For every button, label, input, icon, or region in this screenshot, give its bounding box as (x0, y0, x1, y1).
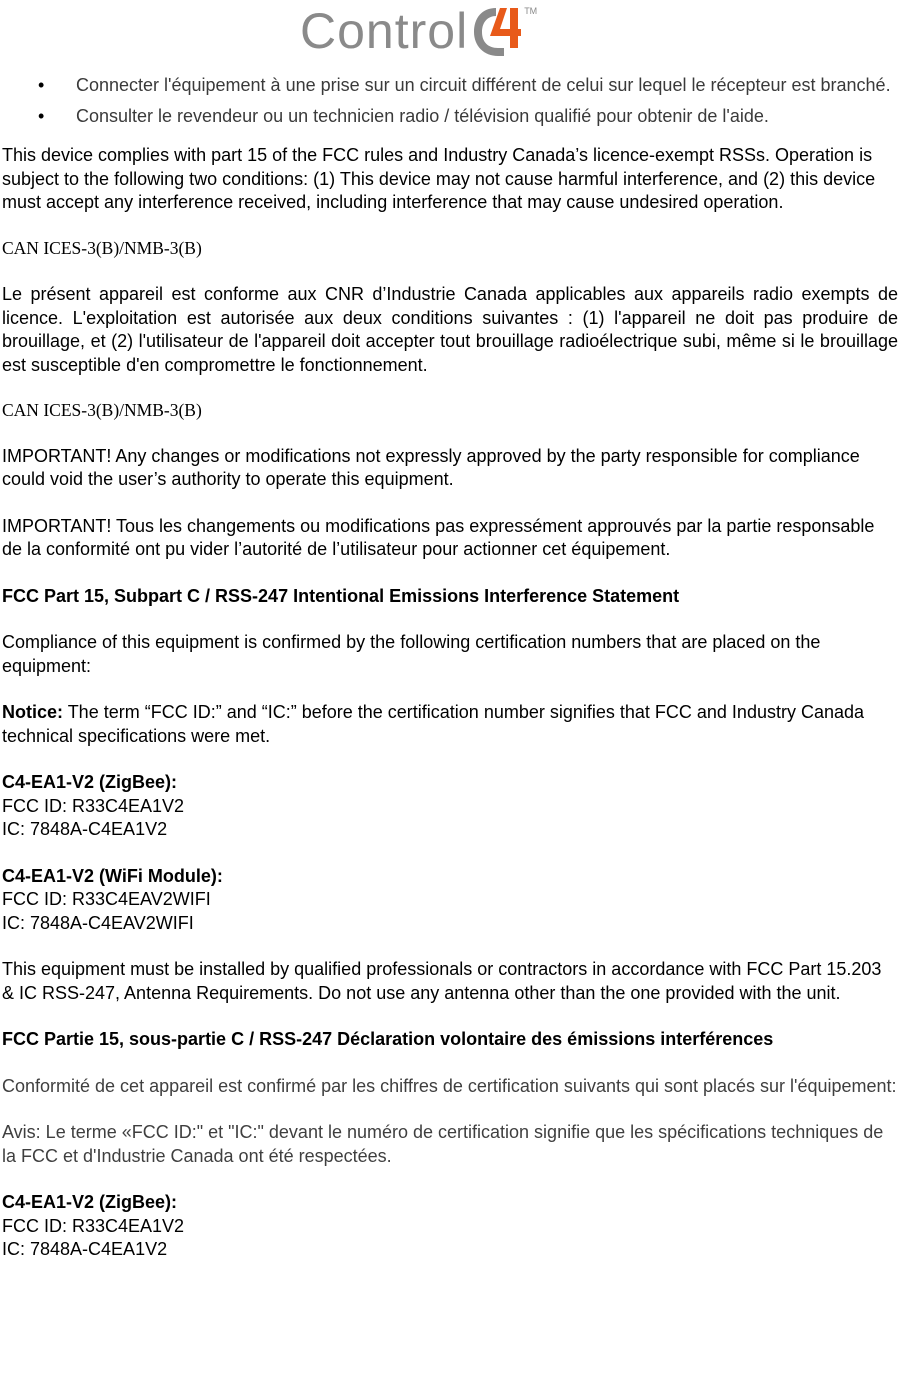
installation-paragraph: This equipment must be installed by qualified professionals or contractors in accordance with FCC Part 15.203 & IC RSS-247, Antenna Requirements. Do not use any antenna other than the one provided with the unit. (2, 959, 882, 1003)
ic-number: IC: 7848A-C4EAV2WIFI (2, 912, 194, 933)
fcc-id: FCC ID: R33C4EA1V2 (2, 1215, 185, 1236)
notice-paragraph (2, 701, 898, 748)
fcc-id: FCC ID: R33C4EAV2WIFI (2, 889, 211, 909)
device-block (2, 1191, 898, 1262)
device-title: C4-EA1-V2 (ZigBee): (2, 1192, 178, 1212)
notice-label: Notice: (2, 702, 64, 722)
bullet-dot-icon: • (38, 75, 45, 95)
conformite-french-paragraph: Conformité de cet appareil est confirmé par les chiffres de certification suivants qui sont placés sur l'équipement: (2, 1075, 897, 1096)
can-ices-label: CAN ICES-3(B)/NMB-3(B) (2, 400, 202, 420)
document-body (2, 74, 898, 1262)
control4-logo (300, 2, 537, 66)
important-french-paragraph: IMPORTANT! Tous les changements ou modifications pas expressément approuvés par la partie responsable de la conformité ont pu vider l’autorité de l’utilisateur pour actionner cet équipement. (2, 515, 875, 559)
fcc-id: FCC ID: R33C4EA1V2 (2, 795, 185, 816)
device-block (2, 771, 898, 842)
fcc-compliance-paragraph: This device complies with part 15 of the FCC rules and Industry Canada’s licence-exempt RSSs. Operation is subject to the following two conditions: (1) This device may not cause harmful interference, and (2) this device must accept any interference received, including interference that may cause undesired operation. (2, 145, 876, 212)
device-block (2, 865, 898, 936)
device-title: C4-EA1-V2 (WiFi Module): (2, 865, 223, 886)
important-english-paragraph: IMPORTANT! Any changes or modifications not expressly approved by the party responsible for compliance could void the user’s authority to operate this equipment. (2, 445, 860, 489)
ic-number: IC: 7848A-C4EA1V2 (2, 819, 168, 839)
cnr-french-paragraph: Le présent appareil est conforme aux CNR d’Industrie Canada applicables aux appareils radio exempts de licence. L'exploitation est autorisée aux deux conditions suivantes : (1) l'appareil ne doit pas produire de brouillage, et (2) l'utilisateur de l'appareil doit accepter tout brouillage radioélectrique subi, même si le brouillage est susceptible d'en compromettre le fonctionnement. (2, 284, 898, 375)
section-heading-english: FCC Part 15, Subpart C / RSS-247 Intentional Emissions Interference Statement (2, 585, 680, 606)
avis-french-paragraph: Avis: Le terme «FCC ID:" et "IC:" devant le numéro de certification signifie que les spécifications techniques de la FCC et d'Industrie Canada ont été respectées. (2, 1122, 884, 1166)
compliance-english-paragraph: Compliance of this equipment is confirmed by the following certification numbers that are placed on the equipment: (2, 632, 821, 676)
device-title: C4-EA1-V2 (ZigBee): (2, 772, 178, 792)
logo-four-mark (470, 2, 522, 60)
list-item: • Connecter l'équipement à une prise sur un circuit différent de celui sur lequel le récepteur est branché. (2, 74, 898, 98)
trademark-symbol: TM (524, 6, 538, 16)
can-ices-label: CAN ICES-3(B)/NMB-3(B) (2, 237, 202, 258)
bullet-dot-icon: • (38, 105, 45, 126)
logo-wordmark: Control (300, 3, 469, 59)
notice-text: The term “FCC ID:” and “IC:” before the certification number signifies that FCC and Industry Canada technical specifications were met. (2, 702, 865, 746)
bullet-list (2, 74, 898, 128)
list-item: • Consulter le revendeur ou un technicien radio / télévision qualifié pour obtenir de l'aide. (2, 105, 898, 129)
section-heading-french: FCC Partie 15, sous-partie C / RSS-247 Déclaration volontaire des émissions interférences (2, 1029, 774, 1049)
ic-number: IC: 7848A-C4EA1V2 (2, 1239, 168, 1259)
